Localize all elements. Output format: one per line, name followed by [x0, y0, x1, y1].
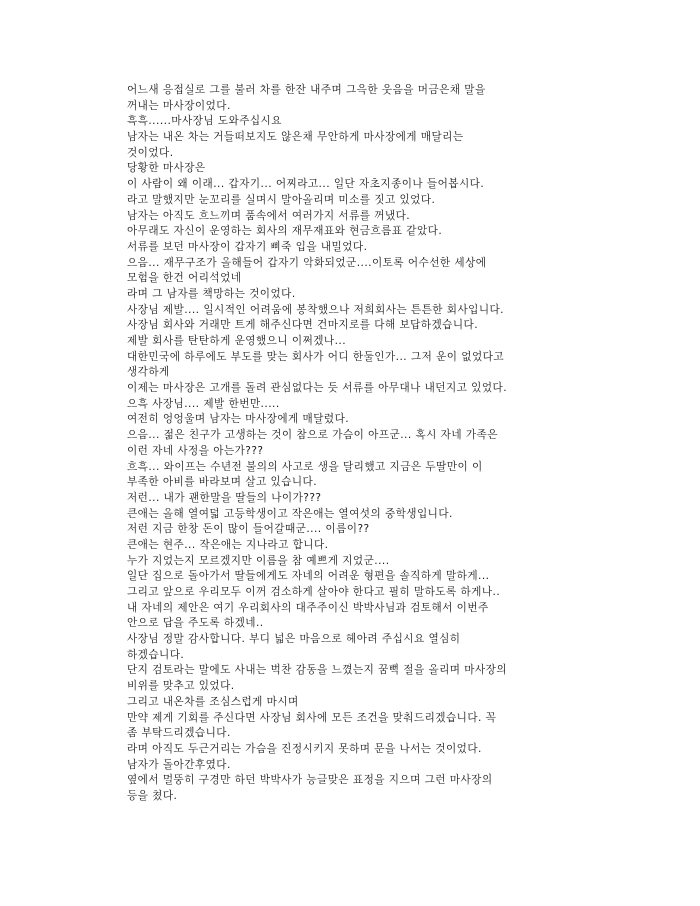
text-line: 저런 지금 한창 돈이 많이 들어갈때군.... 이름이??	[127, 523, 370, 536]
text-line: 이제는 마사장은 고개를 돌려 관심없다는 듯 서류를 아무대나 내던지고 있었다.	[127, 382, 508, 395]
text-line: 것이었다.	[127, 146, 174, 159]
text-line: 제발 회사를 탄탄하게 운영했으니 이쩌겠나...	[127, 335, 347, 347]
text-line: 어느새 응접실로 그를 불러 차를 한잔 내주며 그윽한 웃음을 머금은채 말을	[127, 84, 486, 96]
text-line: 남자는 아직도 흐느끼며 품속에서 여러가지 서류를 꺼냈다.	[127, 209, 411, 222]
text-line: 옆에서 멀뚱히 구경만 하던 박박사가 능글맞은 표정을 지으며 그런 마사장의	[127, 774, 493, 787]
text-line: 큰애는 현주... 작은애는 지나라고 합니다.	[127, 538, 329, 551]
text-line: 그리고 앞으로 우리모두 이꺼 검소하게 살아야 한다고 필히 말하도록 하게나..	[127, 586, 501, 598]
text-line: 꺼내는 마사장이었다.	[127, 99, 231, 112]
text-line: 내 자네의 제안은 여기 우리회사의 대주주이신 박박사님과 검토해서 이번주	[127, 601, 489, 614]
text-line: 누가 지었는지 모르겠지만 이름을 참 예쁘게 지었군....	[127, 554, 390, 567]
text-line: 안으로 답을 주도록 하겠네..	[127, 617, 264, 630]
text-line: 남자가 돌아간후였다.	[127, 758, 231, 771]
text-line: 일단 집으로 돌아가서 딸들에게도 자네의 어려운 형편을 솔직하게 말하게...	[127, 570, 490, 583]
text-line: 이 사람이 왜 이래... 갑자기... 어찌라고... 일단 자초지종이나 들어봅시다.	[127, 178, 485, 191]
text-line: 비위를 맞추고 있었다.	[127, 680, 235, 693]
text-line: 여전히 엉엉울며 남자는 마사장에게 매달렸다.	[127, 413, 350, 426]
text-line: 흐흑... 와이프는 수년전 불의의 사고로 생을 달리했고 지금은 두딸만이 이	[127, 460, 483, 473]
text-line: 사장님 정말 감사합니다. 부디 넓은 마음으로 헤아려 주십시요 열심히	[127, 633, 461, 646]
body-text	[127, 83, 597, 805]
text-line: 생각하게	[127, 366, 170, 379]
text-line: 그리고 내온차를 조심스럽게 마시며	[127, 695, 299, 708]
text-line: 좀 부탁드리겠습니다.	[127, 727, 231, 740]
text-line: 하겠습니다.	[127, 648, 185, 661]
text-line: 모험을 한건 어리석었네	[127, 272, 242, 285]
text-line: 사장님 제발.... 일시적인 어려움에 봉착했으나 저희회사는 튼튼한 회사입니다.	[127, 303, 504, 316]
text-line: 으음... 젊은 친구가 고생하는 것이 참으로 가슴이 아프군... 혹시 자네 가족은	[127, 429, 498, 442]
text-line: 으흑 사장님.... 제발 한번만.....	[127, 397, 280, 410]
text-line: 으음... 재무구조가 올해들어 갑자기 악화되었군....이토록 어수선한 세상에	[127, 256, 487, 269]
text-line: 라며 그 남자를 책망하는 것이었다.	[127, 287, 296, 300]
text-line: 아무래도 자신이 운영하는 회사의 재무재표와 현금흐름표 같았다.	[127, 225, 443, 238]
text-line: 부족한 아비를 바라보며 살고 있습니다.	[127, 476, 318, 489]
text-line: 서류를 보던 마사장이 갑자기 삐죽 입을 내밀었다.	[127, 240, 368, 253]
text-line: 라며 아직도 두근거리는 가슴을 진정시키지 못하며 문을 나서는 것이었다.	[127, 742, 482, 755]
text-line: 사장님 회사와 거래만 트게 해주신다면 건마지로를 다해 보답하겠습니다.	[127, 319, 479, 332]
text-line: 단지 검토라는 말에도 사내는 벅찬 감동을 느꼈는지 꿈뻑 절을 올리며 마사장의	[127, 664, 508, 677]
text-line: 저런... 내가 괜한말을 딸들의 나이가???	[127, 491, 322, 504]
text-line: 라고 말했지만 눈꼬리를 실며시 말아올리며 미소를 짓고 있었다.	[127, 193, 436, 206]
text-line: 등을 쳤다.	[127, 789, 178, 802]
text-line: 당황한 마사장은	[127, 162, 206, 175]
text-line: 대한민국에 하루에도 부도를 맞는 회사가 어디 한둘인가... 그저 운이 없었다고	[127, 350, 504, 363]
text-line: 흑흑......마사장님 도와주십시요	[127, 115, 282, 128]
text-line: 남자는 내온 차는 거들떠보지도 않은채 무안하게 마사장에게 매달리는	[127, 131, 464, 144]
text-line: 이런 자네 사정을 아는가???	[127, 444, 264, 457]
text-line: 큰애는 올해 열여덟 고등학생이고 작은애는 열여섯의 중학생입니다.	[127, 507, 453, 520]
text-line: 만약 제게 기회를 주신다면 사장님 회사에 모든 조건을 맞춰드리겠습니다. 꼭	[127, 711, 497, 724]
